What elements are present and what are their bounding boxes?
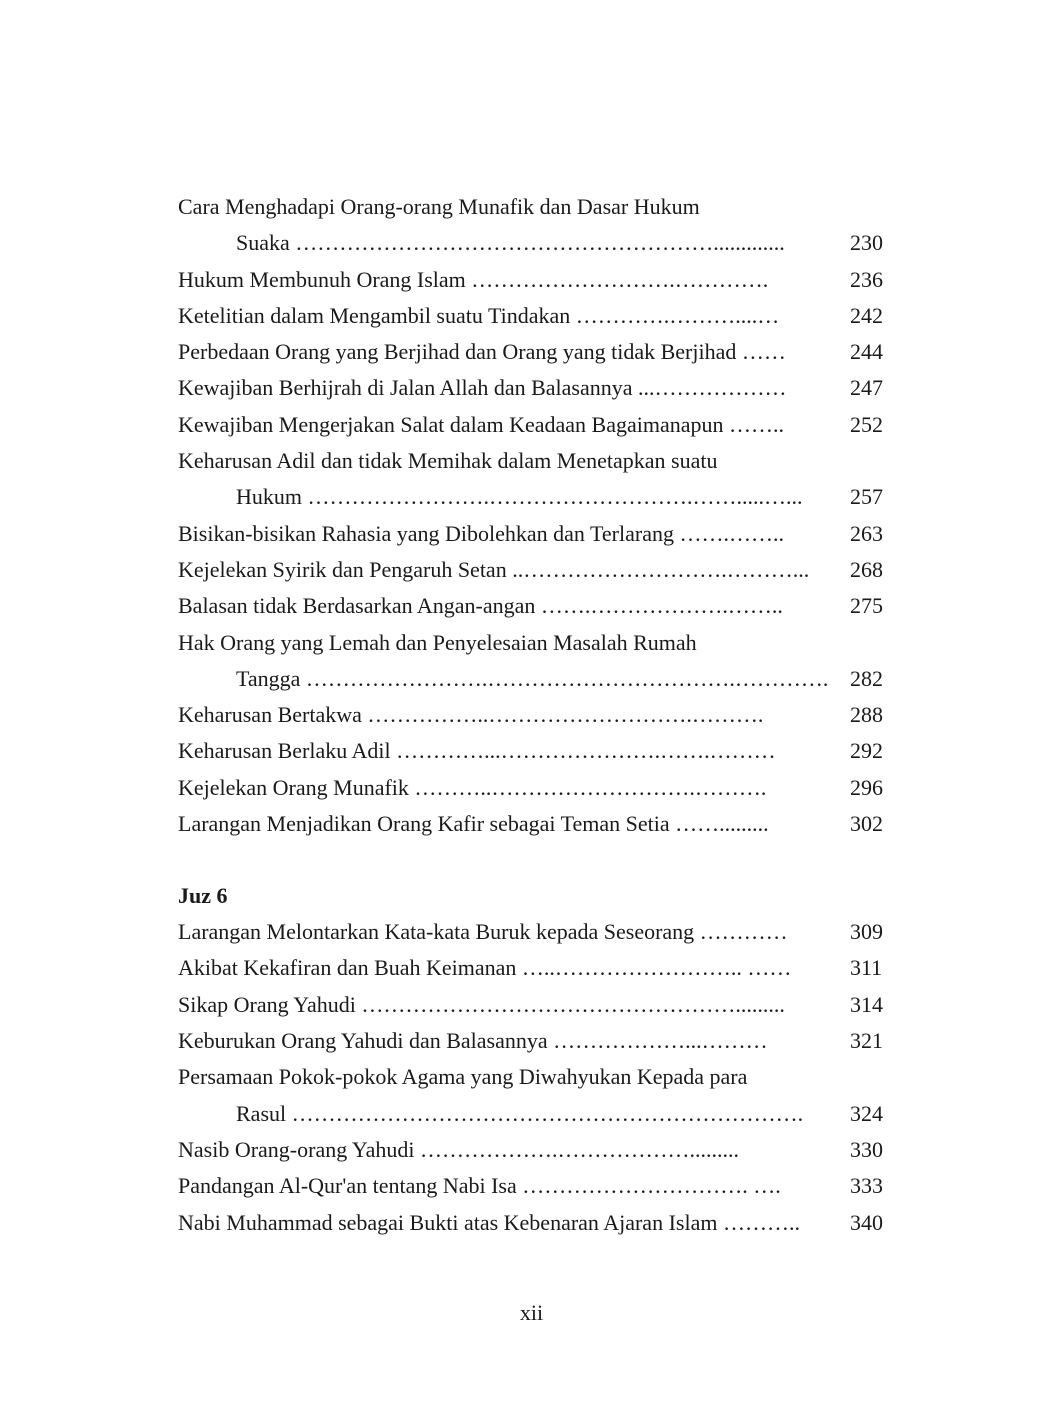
toc-entry-title: Akibat Kekafiran dan Buah Keimanan …..…………………….. …… (178, 955, 792, 981)
section-heading: Juz 6 (178, 882, 228, 908)
toc-entry (178, 625, 898, 661)
toc-entry-page: 242 (850, 302, 883, 328)
toc-entry (178, 697, 898, 733)
toc-entry (178, 552, 898, 588)
toc-entry-title: Rasul ……………………………………………………………. (236, 1100, 804, 1126)
toc-entry-page: 302 (850, 811, 883, 837)
toc-entry-title: Balasan tidak Berdasarkan Angan-angan …….……………….…….. (178, 593, 783, 619)
toc-entry (178, 733, 898, 769)
toc-entry-title: Keharusan Bertakwa ……………..……………………….………. (178, 702, 764, 728)
toc-entry (178, 770, 898, 806)
toc-entry-page: 247 (850, 375, 883, 401)
toc-entry (178, 661, 898, 697)
toc-entry-title: Keharusan Berlaku Adil …………...………………….…….……… (178, 738, 776, 764)
toc-entry (178, 334, 898, 370)
toc-entry (178, 1096, 898, 1132)
toc-entry-page: 340 (850, 1209, 883, 1235)
toc-entry-title: Hukum Membunuh Orang Islam ……………………….…………. (178, 266, 769, 292)
toc-entry-title: Kejelekan Syirik dan Pengaruh Setan ..……………………….………... (178, 556, 810, 582)
toc-entry-title: Hak Orang yang Lemah dan Penyelesaian Masalah Rumah (178, 629, 697, 655)
toc-entry-page: 230 (850, 230, 883, 256)
toc-entry (178, 1132, 898, 1168)
toc-section-juz5 (178, 189, 898, 842)
toc-entry-page: 257 (850, 484, 883, 510)
toc-entry-title: Sikap Orang Yahudi ……………………………………………......... (178, 991, 785, 1017)
toc-entry-title: Perbedaan Orang yang Berjihad dan Orang yang tidak Berjihad …… (178, 339, 786, 365)
toc-entry-title: Keharusan Adil dan tidak Memihak dalam Menetapkan suatu (178, 448, 718, 474)
toc-entry (178, 950, 898, 986)
toc-entry-page: 252 (850, 411, 883, 437)
toc-entry (178, 189, 898, 225)
toc-entry-title: Kewajiban Berhijrah di Jalan Allah dan Balasannya ...……………… (178, 375, 787, 401)
toc-entry-title: Ketelitian dalam Mengambil suatu Tindakan ………….………....… (178, 302, 780, 328)
toc-section-juz6 (178, 914, 898, 1241)
toc-entry (178, 298, 898, 334)
toc-entry-page: 296 (850, 774, 883, 800)
toc-entry-page: 244 (850, 339, 883, 365)
toc-entry (178, 516, 898, 552)
toc-entry (178, 914, 898, 950)
toc-entry (178, 407, 898, 443)
toc-entry (178, 588, 898, 624)
toc-entry (178, 1023, 898, 1059)
toc-entry-title: Keburukan Orang Yahudi dan Balasannya ………………...……… (178, 1028, 768, 1054)
toc-entry (178, 225, 898, 261)
toc-entry-title: Pandangan Al-Qur'an tentang Nabi Isa …………………………. …. (178, 1173, 781, 1199)
toc-entry (178, 806, 898, 842)
toc-entry (178, 443, 898, 479)
toc-entry-page: 333 (850, 1173, 883, 1199)
toc-entry-page: 282 (850, 665, 883, 691)
toc-entry-title: Nabi Muhammad sebagai Bukti atas Kebenaran Ajaran Islam ……….. (178, 1209, 800, 1235)
toc-entry-title: Hukum …………………….……………………….…….....…... (236, 484, 803, 510)
toc-entry-title: Larangan Melontarkan Kata-kata Buruk kepada Seseorang ………… (178, 919, 788, 945)
toc-entry-page: 275 (850, 593, 883, 619)
page-number: xii (519, 1300, 544, 1325)
toc-entry-page: 236 (850, 266, 883, 292)
toc-entry-title: Cara Menghadapi Orang-orang Munafik dan Dasar Hukum (178, 194, 700, 219)
toc-entry (178, 1168, 898, 1204)
toc-entry-page: 309 (850, 919, 883, 945)
toc-entry-title: Suaka …………………………………………………............. (236, 230, 785, 256)
toc-entry (178, 370, 898, 406)
toc-entry-page: 311 (850, 955, 883, 981)
toc-entry (178, 262, 898, 298)
toc-entry-title: Larangan Menjadikan Orang Kafir sebagai Teman Setia ……......... (178, 811, 769, 837)
toc-entry-title: Tangga …………………….…………………………….…………. (236, 665, 829, 691)
toc-entry-page: 330 (850, 1136, 883, 1162)
toc-entry-title: Kewajiban Mengerjakan Salat dalam Keadaan Bagaimanapun …….. (178, 411, 784, 437)
toc-entry-page: 288 (850, 702, 883, 728)
toc-entry (178, 987, 898, 1023)
toc-entry (178, 479, 898, 515)
toc-entry-page: 263 (850, 520, 883, 546)
toc-entry-title: Bisikan-bisikan Rahasia yang Dibolehkan dan Terlarang …….…….. (178, 520, 784, 546)
table-of-contents (178, 189, 898, 1241)
toc-entry-title: Persamaan Pokok-pokok Agama yang Diwahyukan Kepada para (178, 1064, 748, 1090)
toc-entry-page: 314 (850, 991, 883, 1017)
toc-entry (178, 1059, 898, 1095)
toc-entry-page: 292 (850, 738, 883, 764)
toc-entry-title: Nasib Orang-orang Yahudi ……………….………………......... (178, 1136, 739, 1162)
toc-entry-page: 324 (850, 1100, 883, 1126)
toc-entry-page: 321 (850, 1028, 883, 1054)
toc-entry (178, 1205, 898, 1241)
toc-entry-page: 268 (850, 556, 883, 582)
toc-entry-title: Kejelekan Orang Munafik ………..……………………….………. (178, 774, 767, 800)
